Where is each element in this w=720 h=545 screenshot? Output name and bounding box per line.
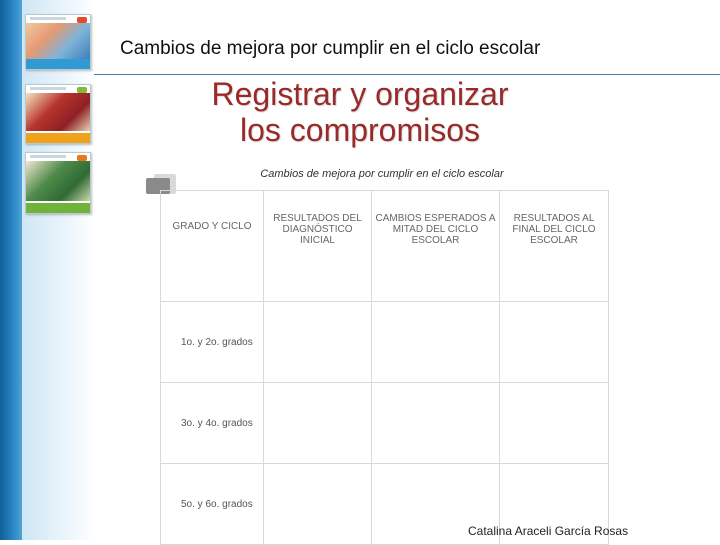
header-divider <box>94 74 720 75</box>
table-caption: Cambios de mejora por cumplir en el ciclo escolar <box>260 168 504 180</box>
slide-header-title: Cambios de mejora por cumplir en el ciclo escolar <box>120 38 541 59</box>
column-header-final-results: RESULTADOS AL FINAL DEL CICLO ESCOLAR <box>500 191 609 302</box>
table-cell[interactable] <box>264 302 372 383</box>
cover-photo <box>26 23 90 59</box>
cover-photo <box>26 93 90 131</box>
table-cell[interactable] <box>264 464 372 545</box>
table-row <box>161 383 609 464</box>
footer-author: Catalina Araceli García Rosas <box>468 524 629 538</box>
main-title-line-2: los compromisos <box>239 112 481 148</box>
table-cell[interactable] <box>372 302 500 383</box>
table-cell[interactable] <box>372 383 500 464</box>
main-title-line-1: Registrar y organizar <box>211 76 509 112</box>
column-header-grade: GRADO Y CICLO <box>161 191 264 302</box>
table-row <box>161 302 609 383</box>
cover-photo <box>26 161 90 201</box>
row-label: 5o. y 6o. grados <box>161 464 264 545</box>
sidebar-decoration <box>0 0 22 540</box>
cover-thumbnail-3 <box>25 152 91 214</box>
sidebar-band <box>22 0 94 540</box>
table-cell[interactable] <box>264 383 372 464</box>
cover-thumbnail-1 <box>25 14 91 70</box>
row-label: 3o. y 4o. grados <box>161 383 264 464</box>
table-header-row <box>161 191 609 302</box>
column-header-initial-results: RESULTADOS DEL DIAGNÓSTICO INICIAL <box>264 191 372 302</box>
column-header-midyear-changes: CAMBIOS ESPERADOS A MITAD DEL CICLO ESCOLAR <box>372 191 500 302</box>
table-cell[interactable] <box>500 383 609 464</box>
commitments-table <box>160 190 609 545</box>
cover-thumbnail-2 <box>25 84 91 144</box>
slide-main-title <box>140 76 580 148</box>
row-label: 1o. y 2o. grados <box>161 302 264 383</box>
table-cell[interactable] <box>500 302 609 383</box>
